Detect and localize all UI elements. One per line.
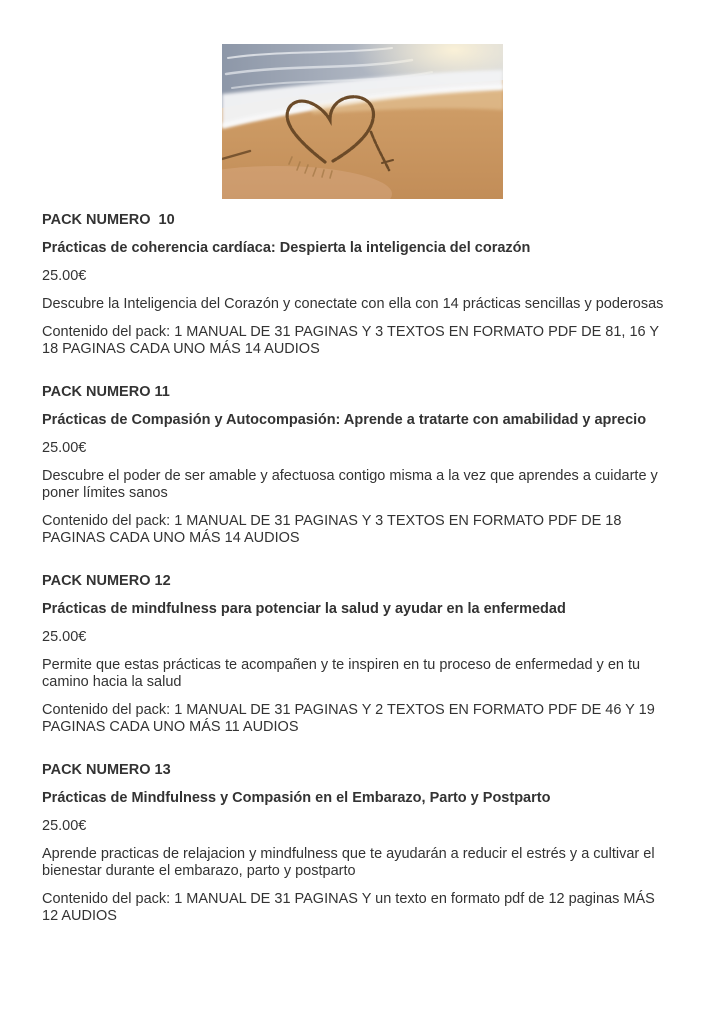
pack-price: 25.00€	[42, 818, 87, 834]
pack-number-heading: PACK NUMERO 11	[42, 384, 170, 400]
pack-description: Aprende practicas de relajacion y mindfulness que te ayudarán a reducir el estrés y a cultivar el bienestar durante el embarazo, parto y postparto	[42, 846, 655, 879]
pack-description: Descubre el poder de ser amable y afectuosa contigo misma a la vez que aprendes a cuidarte y poner límites sanos	[42, 468, 658, 501]
pack-section-11	[42, 384, 670, 547]
packs-list	[0, 199, 724, 925]
pack-title: Prácticas de mindfulness para potenciar la salud y ayudar en la enfermedad	[42, 601, 566, 617]
pack-contents: Contenido del pack: 1 MANUAL DE 31 PAGINAS Y 3 TEXTOS EN FORMATO PDF DE 81, 16 Y 18 PAGINAS CADA UNO MÁS 14 AUDIOS	[42, 324, 659, 357]
pack-number-heading: PACK NUMERO 12	[42, 573, 171, 589]
pack-number-heading: PACK NUMERO 13	[42, 762, 171, 778]
pack-contents: Contenido del pack: 1 MANUAL DE 31 PAGINAS Y 3 TEXTOS EN FORMATO PDF DE 18 PAGINAS CADA UNO MÁS 14 AUDIOS	[42, 513, 622, 546]
pack-section-10	[42, 212, 670, 358]
pack-section-13	[42, 762, 670, 925]
pack-title: Prácticas de Mindfulness y Compasión en el Embarazo, Parto y Postparto	[42, 790, 551, 806]
pack-price: 25.00€	[42, 268, 87, 284]
pack-title: Prácticas de coherencia cardíaca: Despierta la inteligencia del corazón	[42, 240, 531, 256]
pack-contents: Contenido del pack: 1 MANUAL DE 31 PAGINAS Y 2 TEXTOS EN FORMATO PDF DE 46 Y 19 PAGINAS CADA UNO MÁS 11 AUDIOS	[42, 702, 655, 735]
pack-description: Permite que estas prácticas te acompañen y te inspiren en tu proceso de enfermedad y en tu camino hacia la salud	[42, 657, 641, 690]
beach-heart-photo	[222, 44, 503, 199]
pack-section-12	[42, 573, 670, 736]
pack-price: 25.00€	[42, 629, 87, 645]
pack-title: Prácticas de Compasión y Autocompasión: Aprende a tratarte con amabilidad y aprecio	[42, 412, 647, 428]
pack-description: Descubre la Inteligencia del Corazón y conectate con ella con 14 prácticas sencillas y poderosas	[42, 296, 664, 312]
pack-number-heading: PACK NUMERO 10	[42, 212, 175, 228]
pack-contents: Contenido del pack: 1 MANUAL DE 31 PAGINAS Y un texto en formato pdf de 12 paginas MÁS 12 AUDIOS	[42, 891, 655, 924]
pack-price: 25.00€	[42, 440, 87, 456]
